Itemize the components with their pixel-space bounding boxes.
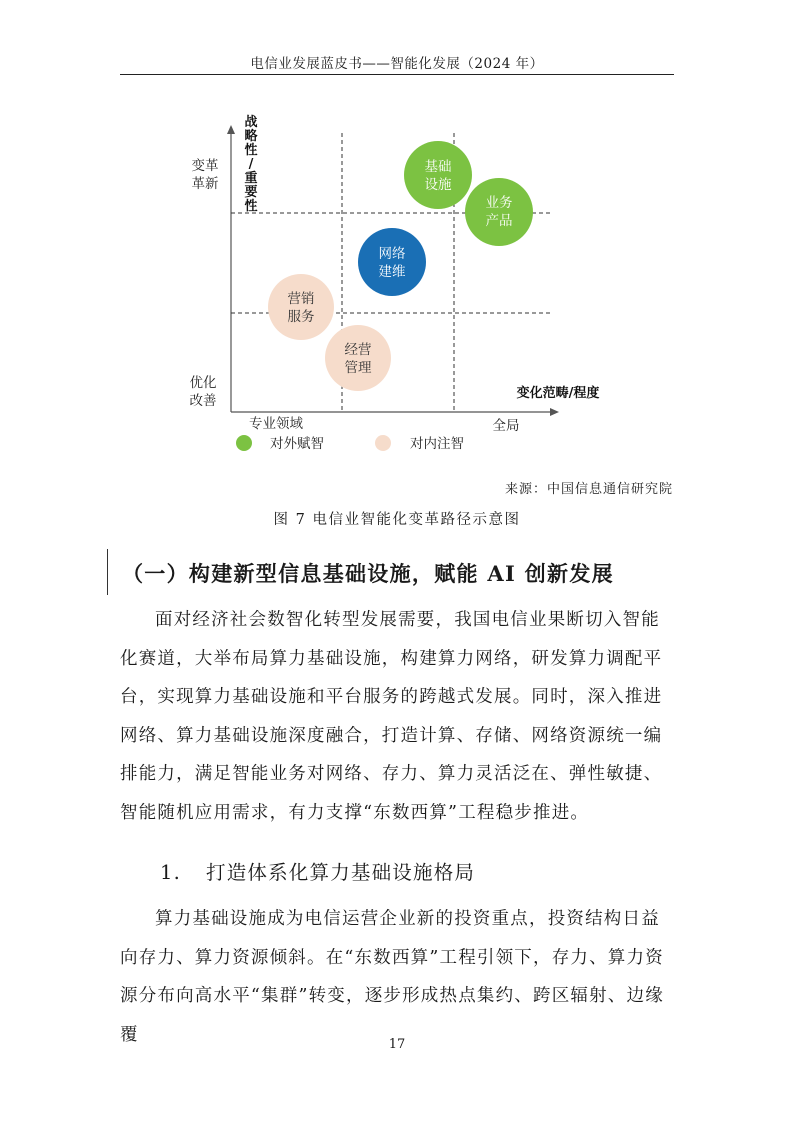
subsection-number: 1. xyxy=(160,861,182,884)
bubble-label: 设施 xyxy=(424,177,452,193)
body-paragraph-1 xyxy=(120,601,674,832)
bubble-circle xyxy=(268,274,334,340)
y-high-label: 变革 xyxy=(191,158,219,174)
bubble-label: 产品 xyxy=(485,213,513,229)
x-axis-arrow xyxy=(550,408,559,416)
transformation-path-figure xyxy=(0,0,794,470)
y-title-char: / xyxy=(248,157,254,172)
y-low-label: 优化 xyxy=(189,375,217,391)
legend-label-internal: 对内注智 xyxy=(410,436,464,452)
bubble-label: 服务 xyxy=(287,309,315,325)
body-paragraph-2 xyxy=(120,900,674,1054)
x-low-label: 专业领域 xyxy=(249,416,303,432)
y-low-label: 改善 xyxy=(189,393,217,409)
y-axis-arrow xyxy=(227,125,235,134)
running-header: 电信业发展蓝皮书——智能化发展（2024 年） xyxy=(250,56,544,72)
y-title-char: 重 xyxy=(244,171,258,186)
margin-bar xyxy=(107,549,108,595)
paragraph-text: 面对经济社会数智化转型发展需要，我国电信业果断切入智能化赛道，大举布局算力基础设施，构建算力网络，研发算力调配平台，实现算力基础设施和平台服务的跨越式发展。同时，深入推进网络、算力基础设施深度融合，打造计算、存储、网络资源统一编排能力，满足智能业务对网络、存力、算力灵活泛在、弹性敏捷、智能随机应用需求，有力支撑“东数西算”工程稳步推进。 xyxy=(120,610,663,823)
bubble-jichu xyxy=(404,141,472,209)
y-high-label: 革新 xyxy=(191,176,219,192)
legend xyxy=(236,435,464,452)
subsection-title: 打造体系化算力基础设施格局 xyxy=(206,861,476,884)
bubble-wangluo xyxy=(358,228,426,296)
bubble-label: 业务 xyxy=(485,195,513,211)
bubble-circle xyxy=(358,228,426,296)
section-heading: （一）构建新型信息基础设施，赋能 AI 创新发展 xyxy=(122,561,614,586)
bubble-label: 建维 xyxy=(378,264,406,280)
figure-source: 来源：中国信息通信研究院 xyxy=(504,482,673,497)
bubble-label: 管理 xyxy=(344,360,372,376)
bubble-circle xyxy=(465,178,533,246)
bubble-label: 网络 xyxy=(378,246,406,262)
x-axis-title: 变化范畴/程度 xyxy=(516,386,600,401)
figure-caption: 图 7 电信业智能化变革路径示意图 xyxy=(273,512,521,528)
paragraph-text: 算力基础设施成为电信运营企业新的投资重点，投资结构日益向存力、算力资源倾斜。在“东数西算”工程引领下，存力、算力资源分布向高水平“集群”转变，逐步形成热点集约、跨区辐射、边缘覆 xyxy=(120,909,664,1045)
y-title-char: 战 xyxy=(244,115,258,130)
y-title-char: 要 xyxy=(244,185,258,200)
bubble-label: 基础 xyxy=(424,159,452,175)
bubble-jingying xyxy=(325,325,391,391)
legend-label-external: 对外赋智 xyxy=(270,436,324,452)
y-axis-title xyxy=(243,114,258,214)
legend-swatch-internal xyxy=(375,435,391,451)
bubble-label: 经营 xyxy=(344,342,372,358)
bubble-yingxiao xyxy=(268,274,334,340)
y-title-char: 性 xyxy=(244,143,258,158)
bubble-circle xyxy=(404,141,472,209)
legend-swatch-external xyxy=(236,435,252,451)
bubble-label: 营销 xyxy=(287,291,315,307)
bubble-yewu xyxy=(465,178,533,246)
y-title-char: 性 xyxy=(244,199,258,214)
subsection-heading xyxy=(160,857,475,885)
y-title-char: 略 xyxy=(244,129,258,144)
bubble-circle xyxy=(325,325,391,391)
x-high-label: 全局 xyxy=(492,418,520,434)
page-number: 17 xyxy=(388,1037,406,1052)
